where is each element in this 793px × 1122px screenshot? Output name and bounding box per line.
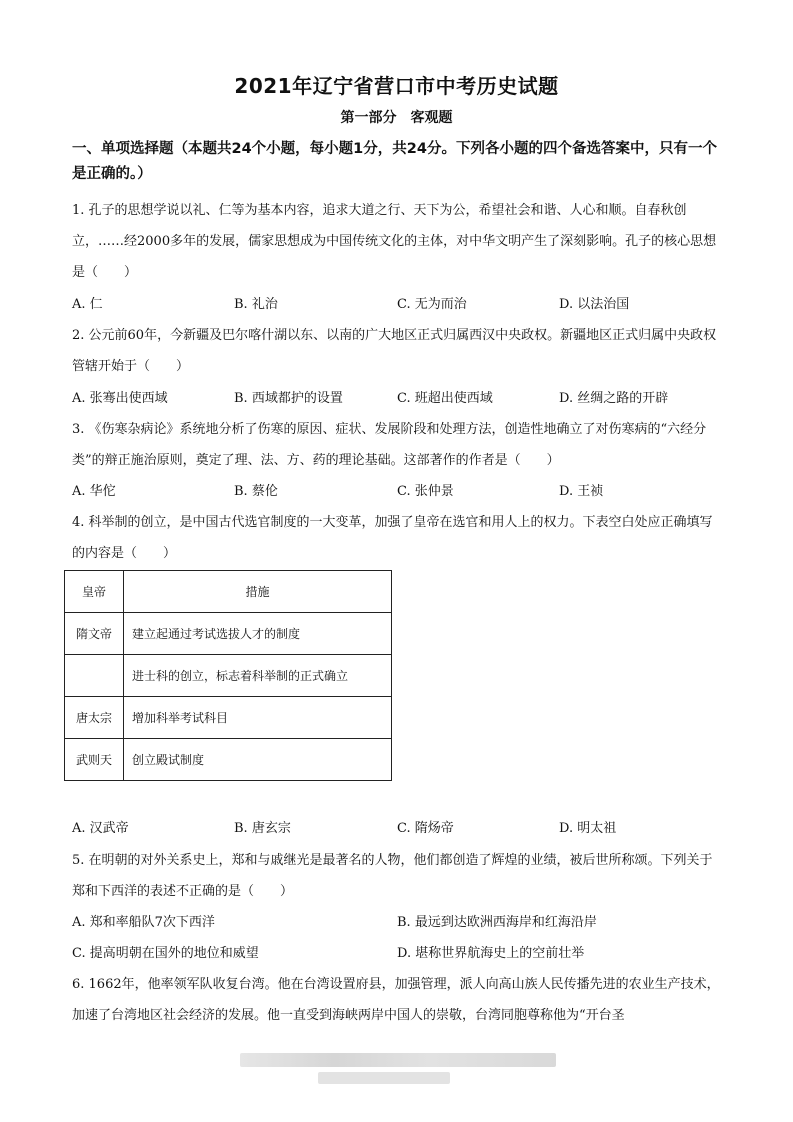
option-d: D. 王祯 <box>559 484 604 499</box>
section-heading: 一、单项选择题（本题共24个小题，每小题1分，共24分。下列各小题的四个备选答案中，只有一个是正确的。） <box>72 141 717 182</box>
question-2-stem: 2. 公元前60年，今新疆及巴尔喀什湖以东、以南的广大地区正式归属西汉中央政权。新疆地区正式归属中央政权管辖开始于（ ） <box>72 328 717 374</box>
table-row <box>65 697 392 739</box>
question-6-stem: 6. 1662年，他率领军队收复台湾。他在台湾设置府县，加强管理，派人向高山族人民传播先进的农业生产技术，加速了台湾地区社会经济的发展。他一直受到海峡两岸中国人的崇敬，台湾同胞尊称他为“开台圣 <box>72 977 720 1023</box>
option-b: B. 蔡伦 <box>234 484 278 499</box>
header-cell: 皇帝 <box>65 571 124 613</box>
table-header-row <box>65 571 392 613</box>
part-heading: 第一部分 客观题 <box>340 110 453 126</box>
question-3-options <box>72 480 722 504</box>
table-cell: 建立起通过考试选拔人才的制度 <box>124 613 392 655</box>
question-5-stem: 5. 在明朝的对外关系史上，郑和与戚继光是最著名的人物，他们都创造了辉煌的业绩，被后世所称颂。下列关于郑和下西洋的表述不正确的是（ ） <box>72 853 713 899</box>
table-cell: 创立殿试制度 <box>124 739 392 781</box>
option-a: A. 汉武帝 <box>72 821 129 836</box>
table-cell: 增加科举考试科目 <box>124 697 392 739</box>
option-b: B. 西域都护的设置 <box>234 391 343 406</box>
emperor-measures-table <box>64 570 392 781</box>
option-b: B. 礼治 <box>234 297 278 312</box>
question-1-stem: 1. 孔子的思想学说以礼、仁等为基本内容，追求大道之行、天下为公，希望社会和谐、人心和顺。自春秋创立，……经2000多年的发展，儒家思想成为中国传统文化的主体，对中华文明产生了深刻影响。孔子的核心思想是（ ） <box>72 203 717 280</box>
table-row <box>65 739 392 781</box>
question-4-stem: 4. 科举制的创立，是中国古代选官制度的一大变革，加强了皇帝在选官和用人上的权力。下表空白处应正确填写的内容是（ ） <box>72 515 713 561</box>
table-cell: 进士科的创立，标志着科举制的正式确立 <box>124 655 392 697</box>
question-5-options-row2 <box>72 942 722 966</box>
option-d: D. 堪称世界航海史上的空前壮举 <box>397 946 585 961</box>
page-title: 2021年辽宁省营口市中考历史试题 <box>234 74 559 98</box>
option-c: C. 无为而治 <box>397 297 467 312</box>
table-cell: 武则天 <box>65 739 124 781</box>
blurred-footer <box>240 1053 556 1067</box>
option-c: C. 张仲景 <box>397 484 454 499</box>
option-c: C. 隋炀帝 <box>397 821 454 836</box>
option-a: A. 郑和率船队7次下西洋 <box>72 915 215 930</box>
blank-cell <box>65 655 124 697</box>
option-b: B. 唐玄宗 <box>234 821 291 836</box>
option-c: C. 提高明朝在国外的地位和威望 <box>72 946 259 961</box>
table-row <box>65 655 392 697</box>
option-c: C. 班超出使西域 <box>397 391 493 406</box>
option-a: A. 仁 <box>72 297 103 312</box>
question-1-options <box>72 293 722 317</box>
option-a: A. 华佗 <box>72 484 116 499</box>
question-5-options-row1 <box>72 911 722 935</box>
blurred-footer-line <box>318 1072 450 1084</box>
header-cell: 措施 <box>124 571 392 613</box>
table-row <box>65 613 392 655</box>
question-3-stem: 3. 《伤寒杂病论》系统地分析了伤寒的原因、症状、发展阶段和处理方法，创造性地确立了对伤寒病的“六经分类”的辩正施治原则，奠定了理、法、方、药的理论基础。这部著作的作者是（ ） <box>72 422 707 468</box>
option-d: D. 明太祖 <box>559 821 617 836</box>
table-cell: 唐太宗 <box>65 697 124 739</box>
option-d: D. 丝绸之路的开辟 <box>559 391 669 406</box>
option-d: D. 以法治国 <box>559 297 630 312</box>
question-4-options <box>72 817 722 841</box>
question-2-options <box>72 387 722 411</box>
option-a: A. 张骞出使西域 <box>72 391 168 406</box>
table-cell: 隋文帝 <box>65 613 124 655</box>
option-b: B. 最远到达欧洲西海岸和红海沿岸 <box>397 915 597 930</box>
